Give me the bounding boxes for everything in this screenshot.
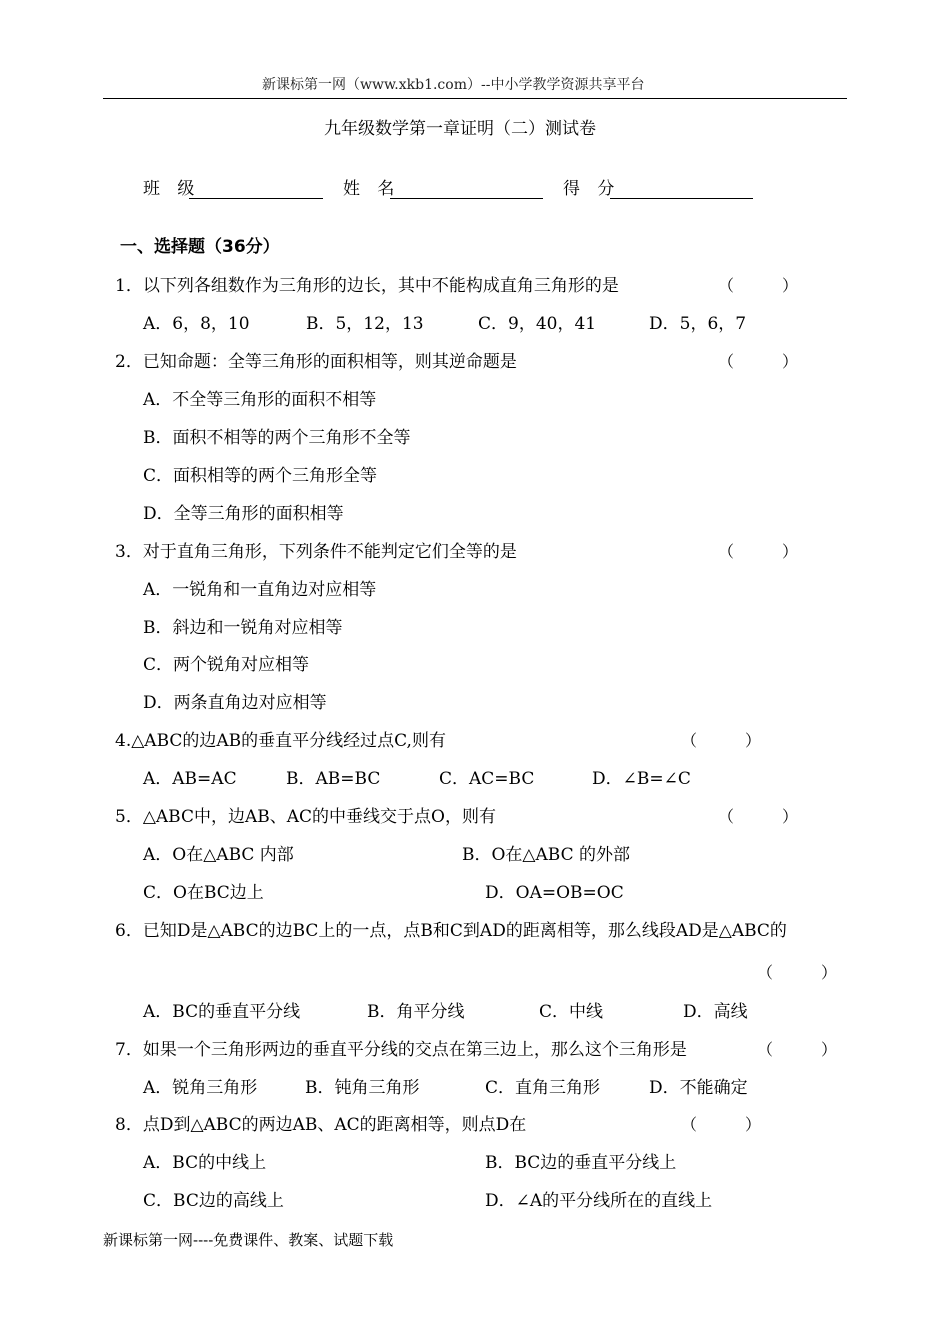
answer-bracket-6: （ ） <box>757 963 838 982</box>
score-label: 得 分 <box>563 179 621 199</box>
question-3-option-d[interactable]: D．两条直角边对应相等 <box>143 693 327 713</box>
question-1-option-b[interactable]: B．5，12，13 <box>306 314 424 334</box>
question-8-option-d[interactable]: D．∠A的平分线所在的直线上 <box>485 1191 713 1211</box>
question-2-option-c[interactable]: C．面积相等的两个三角形全等 <box>143 466 378 486</box>
question-1-stem: 1．以下列各组数作为三角形的边长，其中不能构成直角三角形的是 <box>115 276 619 296</box>
question-3-option-c[interactable]: C．两个锐角对应相等 <box>143 655 310 675</box>
answer-bracket-8: （ ） <box>681 1115 762 1134</box>
answer-bracket-2: （ ） <box>718 352 799 371</box>
question-2-option-b[interactable]: B．面积不相等的两个三角形不全等 <box>143 428 411 448</box>
answer-bracket-1: （ ） <box>718 276 799 295</box>
question-4-option-a[interactable]: A．AB=AC <box>143 769 237 789</box>
question-6-option-b[interactable]: B．角平分线 <box>367 1002 465 1022</box>
class-label: 班 级 <box>143 179 201 199</box>
header-divider <box>103 98 847 99</box>
question-8-option-b[interactable]: B．BC边的垂直平分线上 <box>485 1153 677 1173</box>
question-7-option-b[interactable]: B．钝角三角形 <box>305 1078 420 1098</box>
question-5-option-d[interactable]: D．OA=OB=OC <box>485 883 624 903</box>
question-5-option-c[interactable]: C．O在BC边上 <box>143 883 264 903</box>
question-7-option-d[interactable]: D．不能确定 <box>649 1078 748 1098</box>
question-3-stem: 3．对于直角三角形，下列条件不能判定它们全等的是 <box>115 542 517 562</box>
question-1-option-c[interactable]: C．9，40，41 <box>478 314 597 334</box>
section-heading: 一、选择题（36分） <box>120 237 280 257</box>
score-field[interactable] <box>610 181 753 199</box>
answer-bracket-4: （ ） <box>681 731 762 750</box>
exam-title: 九年级数学第一章证明（二）测试卷 <box>324 119 596 139</box>
question-6-option-c[interactable]: C．中线 <box>539 1002 604 1022</box>
question-5-option-a[interactable]: A．O在△ABC 内部 <box>143 845 294 865</box>
name-label: 姓 名 <box>343 179 401 199</box>
name-field[interactable] <box>390 181 543 199</box>
question-4-option-b[interactable]: B．AB=BC <box>286 769 381 789</box>
answer-bracket-7: （ ） <box>757 1040 838 1059</box>
page-header: 新课标第一网（www.xkb1.com）--中小学教学资源共享平台 <box>262 77 645 93</box>
class-field[interactable] <box>189 181 323 199</box>
question-3-option-a[interactable]: A．一锐角和一直角边对应相等 <box>143 580 377 600</box>
question-5-option-b[interactable]: B．O在△ABC 的外部 <box>462 845 630 865</box>
question-5-stem: 5．△ABC中，边AB、AC的中垂线交于点O，则有 <box>115 807 496 827</box>
question-4-option-d[interactable]: D．∠B=∠C <box>592 769 691 789</box>
question-2-option-d[interactable]: D．全等三角形的面积相等 <box>143 504 344 524</box>
question-7-option-c[interactable]: C．直角三角形 <box>485 1078 601 1098</box>
question-4-stem: 4.△ABC的边AB的垂直平分线经过点C,则有 <box>115 731 446 751</box>
question-7-option-a[interactable]: A．锐角三角形 <box>143 1078 258 1098</box>
answer-bracket-3: （ ） <box>718 542 799 561</box>
question-8-stem: 8．点D到△ABC的两边AB、AC的距离相等，则点D在 <box>115 1115 527 1135</box>
question-6-stem: 6．已知D是△ABC的边BC上的一点，点B和C到AD的距离相等，那么线段AD是△ABC的 <box>115 921 787 941</box>
question-1-option-a[interactable]: A．6，8，10 <box>143 314 250 334</box>
question-2-option-a[interactable]: A．不全等三角形的面积不相等 <box>143 390 377 410</box>
page-footer: 新课标第一网----免费课件、教案、试题下载 <box>103 1231 394 1249</box>
answer-bracket-5: （ ） <box>718 807 799 826</box>
question-4-option-c[interactable]: C．AC=BC <box>439 769 535 789</box>
question-8-option-c[interactable]: C．BC边的高线上 <box>143 1191 284 1211</box>
question-7-stem: 7．如果一个三角形两边的垂直平分线的交点在第三边上，那么这个三角形是 <box>115 1040 687 1060</box>
question-8-option-a[interactable]: A．BC的中线上 <box>143 1153 267 1173</box>
question-1-option-d[interactable]: D．5，6，7 <box>649 314 747 334</box>
question-3-option-b[interactable]: B．斜边和一锐角对应相等 <box>143 618 343 638</box>
question-6-option-a[interactable]: A．BC的垂直平分线 <box>143 1002 301 1022</box>
question-2-stem: 2．已知命题：全等三角形的面积相等，则其逆命题是 <box>115 352 517 372</box>
question-6-option-d[interactable]: D．高线 <box>683 1002 748 1022</box>
